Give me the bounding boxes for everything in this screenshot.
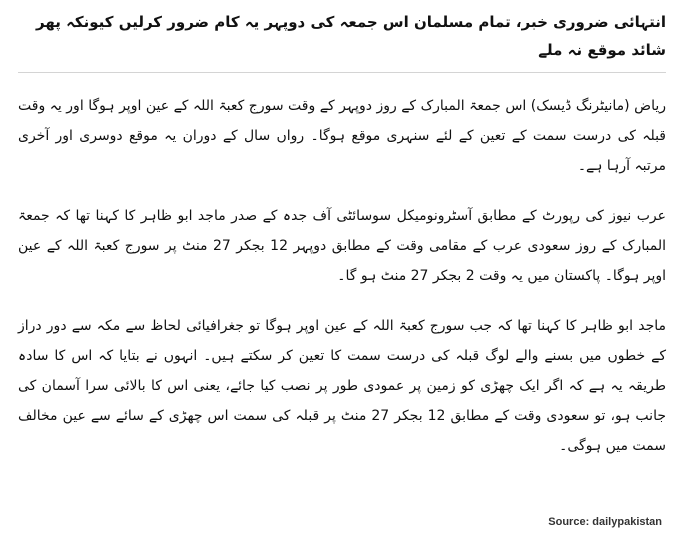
article-paragraph-3: ماجد ابو ظاہر کا کہنا تھا کہ جب سورج کعبۃ اللہ کے عین اوپر ہوگا تو جغرافیائی لحاظ سے مکہ سے دور دراز کے خطوں میں بسنے والے لوگ قبلہ کی درست سمت کا تعین کر سکتے ہیں۔ انہوں نے بتایا کہ اس کا سادہ طریقہ یہ ہے کہ اگر ایک چھڑی کو زمین پر عمودی طور پر نصب کیا جائے، یعنی اس کا بالائی سرا آسمان کی جانب ہو، تو سعودی وقت کے مطابق 12 بجکر 27 منٹ پر قبلہ کی سمت اس چھڑی کے سائے سے عین مخالف سمت میں ہوگی۔ [18, 318, 666, 454]
source-text: Source: dailypakistan [548, 516, 662, 528]
article-headline: انتہائی ضروری خبر، تمام مسلمان اس جمعہ کی دوپہر یہ کام ضرور کرلیں کیونکہ پھر شائد موقع نہ ملے [18, 8, 666, 73]
article-paragraph-1: ریاض (مانیٹرنگ ڈیسک) اس جمعۃ المبارک کے روز دوپہر کے وقت سورج کعبۃ اللہ کے عین اوپر ہوگا اور یہ وقت قبلہ کی درست سمت کے تعین کے لئے سنہری موقع ہوگا۔ رواں سال کے دوران یہ موقع دوسری اور آخری مرتبہ آرہا ہے۔ [18, 98, 666, 174]
article [18, 8, 666, 528]
source-credit [18, 516, 666, 528]
article-paragraph-2: عرب نیوز کی رپورٹ کے مطابق آسٹرونومیکل سوسائٹی آف جدہ کے صدر ماجد ابو ظاہر کا کہنا تھا کہ جمعۃ المبارک کے روز سعودی عرب کے مقامی وقت کے مطابق دوپہر 12 بجکر 27 منٹ پر سورج کعبۃ اللہ کے عین اوپر ہوگا۔ پاکستان میں یہ وقت 2 بجکر 27 منٹ ہو گا۔ [18, 208, 666, 284]
